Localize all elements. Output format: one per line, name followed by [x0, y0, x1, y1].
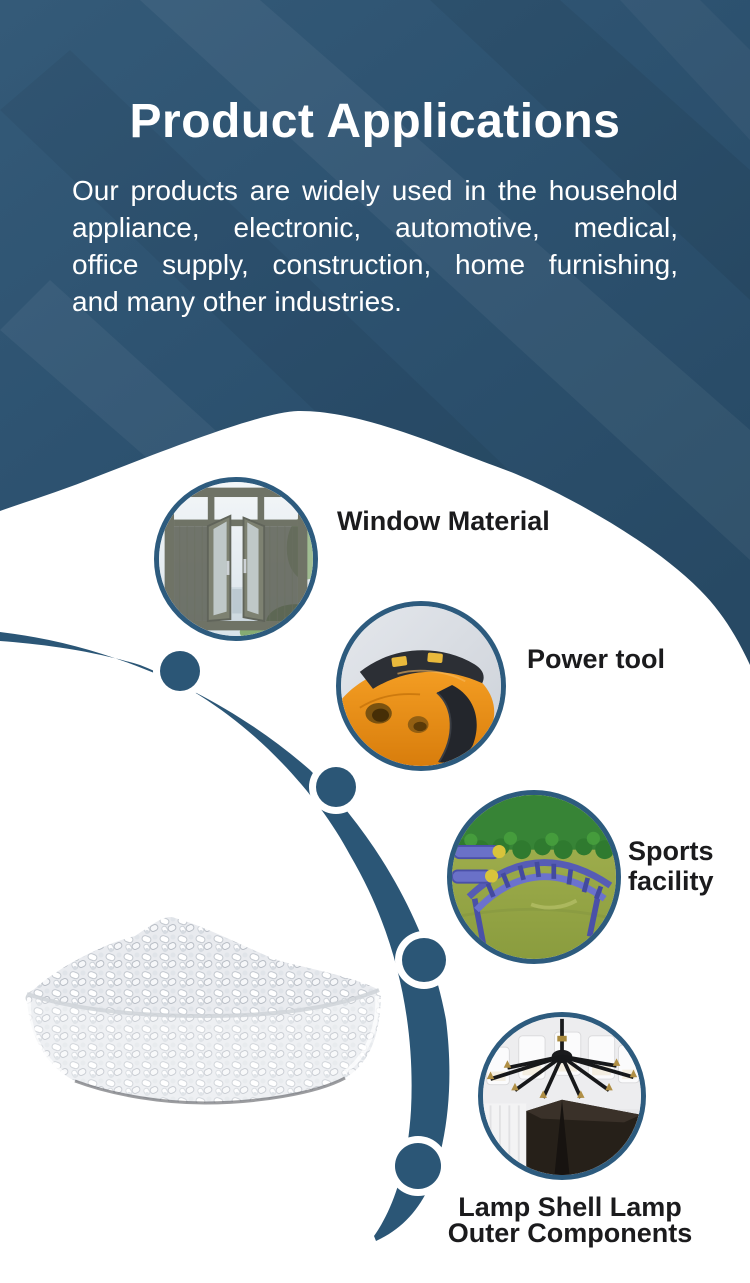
power-tool-label: Power tool — [527, 644, 666, 674]
plastic-pellets-dish-photo — [15, 898, 390, 1115]
power-tool-photo — [336, 601, 506, 771]
intro-line-4: and many other industries. — [72, 286, 402, 317]
page-title: Product Applications — [129, 95, 621, 148]
orbit-dot-4 — [395, 1143, 441, 1189]
sports-facility-label — [628, 836, 714, 896]
intro-line-1: Our products are widely used in the household — [72, 175, 678, 206]
sports-facility-label-line1: Sports — [628, 836, 714, 866]
orbit-dot-2 — [316, 767, 356, 807]
sports-facility-photo — [447, 790, 621, 964]
lamp-shell-photo — [478, 1012, 646, 1180]
orbit-dot-3 — [402, 938, 446, 982]
sports-facility-label-line2: facility — [628, 866, 714, 896]
intro-paragraph — [72, 172, 678, 320]
orbit-dot-1 — [160, 651, 200, 691]
lamp-shell-label-line1: Lamp Shell Lamp — [458, 1192, 682, 1222]
lamp-shell-label-line2: Outer Components — [447, 1218, 693, 1248]
lamp-shell-label — [430, 1194, 710, 1246]
intro-line-2: appliance, electronic, automotive, medical, — [72, 212, 678, 243]
window-material-label: Window Material — [337, 506, 550, 536]
intro-line-3: office supply, construction, home furnishing, — [72, 249, 678, 280]
window-material-photo — [154, 477, 318, 641]
